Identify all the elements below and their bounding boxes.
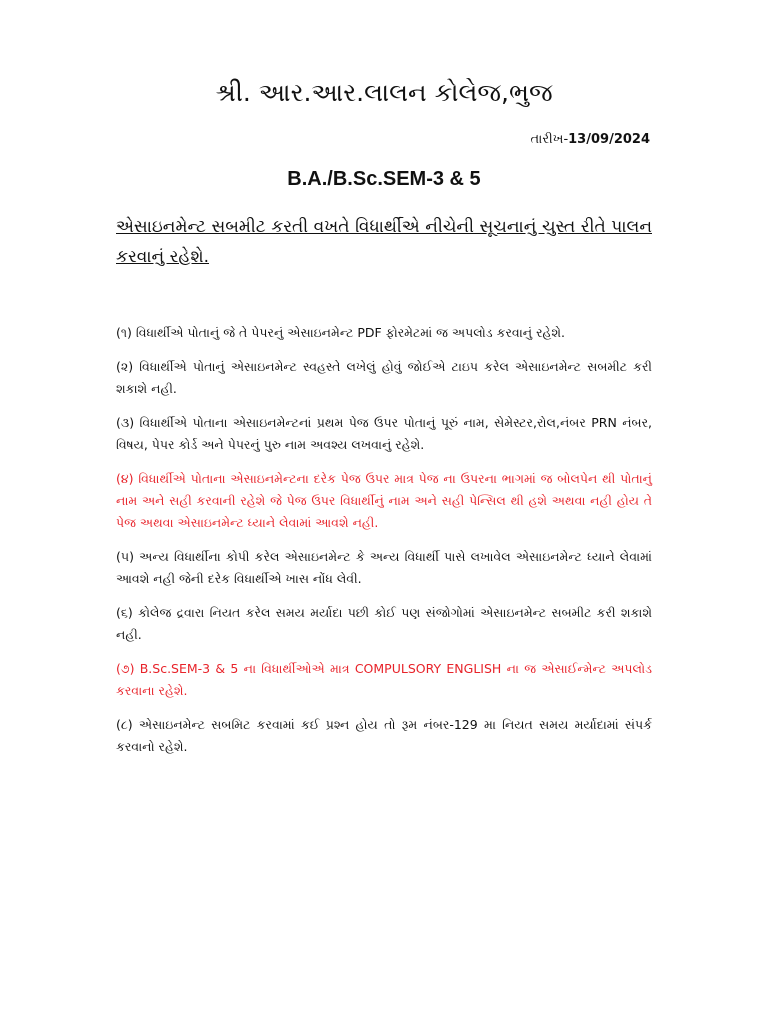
instruction-item-6 bbox=[116, 602, 652, 646]
college-title: શ્રી. આર.આર.લાલન કોલેજ,ભુજ bbox=[215, 78, 553, 107]
instruction-item-2 bbox=[116, 356, 652, 400]
item-text: વિધાર્થીએ પોતાનું જે તે પેપરનું એસાઇનમેન્ટ PDF ફોરમેટમાં જ અપલોડ કરવાનું રહેશે. bbox=[131, 325, 566, 340]
date-value: 13/09/2024 bbox=[568, 132, 650, 147]
date-label: તારીખ- bbox=[530, 132, 569, 147]
item-text: એસાઇનમેન્ટ સબમિટ કરવામાં કઈ પ્રશ્ન હોય તો રૂમ નંબર-129 મા નિયત સમય મર્યાદામાં સંપર્ક કરવાનો રહેશે. bbox=[116, 717, 652, 754]
item-text: વિધાર્થીએ પોતાના એસાઇનમેન્ટના દરેક પેજ ઉપર માત્ર પેજ ના ઉપરના ભાગમાં જ બોલપેન થી પોતાનું નામ અને સહી કરવાની રહેશે જે પેજ ઉપર વિધાર્થીનું નામ અને સહી પેન્સિલ થી હશે અથવા નહી હોય તે પેજ અથવા એસાઇનમેન્ટ ધ્યાને લેવામાં આવશે નહી. bbox=[116, 471, 652, 530]
item-number: (૬) bbox=[116, 605, 133, 620]
item-number: (૮) bbox=[116, 717, 133, 732]
instruction-item-3 bbox=[116, 412, 652, 456]
instruction-item-8 bbox=[116, 714, 652, 758]
instruction-item-7 bbox=[116, 658, 652, 702]
item-number: (૫) bbox=[116, 549, 134, 564]
date-line bbox=[531, 132, 650, 147]
instruction-item-1 bbox=[116, 322, 652, 344]
item-number: (૨) bbox=[116, 359, 134, 374]
item-text: B.Sc.SEM-3 & 5 ના વિધાર્થીઓએ માત્ર COMPULSORY ENGLISH ના જ એસાઈન્મેન્ટ અપલોડ કરવાના રહેશે. bbox=[116, 661, 652, 698]
item-number: (૩) bbox=[116, 415, 135, 430]
item-text: વિધાર્થીએ પોતાનું એસાઇનમેન્ટ સ્વહસ્તે લખેલું હોવું જોઈએ ટાઇપ કરેલ એસાઇનમેન્ટ સબમીટ કરી શકાશે નહી. bbox=[116, 359, 652, 396]
item-text: વિધાર્થીએ પોતાના એસાઇનમેન્ટનાં પ્રથમ પેજ ઉપર પોતાનું પૂરું નામ, સેમેસ્ટર,રોલ,નંબર PRN નંબર, વિષય, પેપર કોર્ડ અને પેપરનું પુરુ નામ અવશ્ય લખવાનું રહેશે. bbox=[116, 415, 652, 452]
item-text: અન્ય વિધાર્થીના કોપી કરેલ એસાઇનમેન્ટ કે અન્ય વિધાર્થી પાસે લખાવેલ એસાઇનમેન્ટ ધ્યાને લેવામાં આવશે નહી જેની દરેક વિધાર્થીએ ખાસ નોંધ લેવી. bbox=[116, 549, 652, 586]
item-number: (૧) bbox=[116, 325, 132, 340]
instructions-heading: એસાઇનમેન્ટ સબમીટ કરતી વખતે વિધાર્થીએ નીચેની સૂચનાનું ચુસ્ત રીતે પાલન કરવાનું રહેશે. bbox=[116, 217, 652, 267]
item-number: (૪) bbox=[116, 471, 134, 486]
instruction-list bbox=[116, 322, 652, 770]
course-subtitle: B.A./B.Sc.SEM-3 & 5 bbox=[287, 168, 481, 190]
instruction-item-4 bbox=[116, 468, 652, 534]
item-number: (૭) bbox=[116, 661, 135, 676]
item-text: કોલેજ દ્રવારા નિયત કરેલ સમય મર્યાદા પછી કોઈ પણ સંજોગોમાં એસાઇનમેન્ટ સબમીટ કરી શકાશે નહી. bbox=[116, 605, 652, 642]
instruction-item-5 bbox=[116, 546, 652, 590]
